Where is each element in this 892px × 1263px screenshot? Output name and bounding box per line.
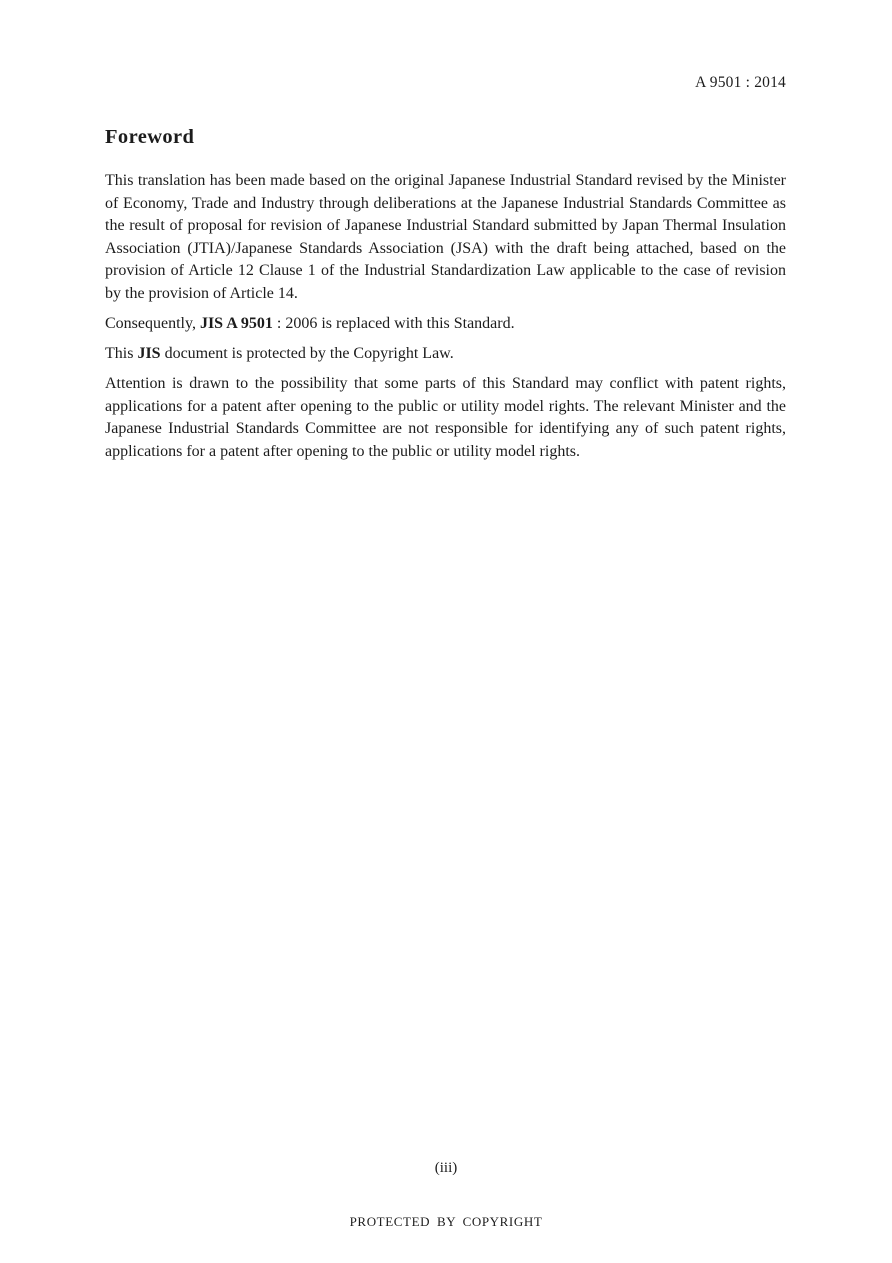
replaced-standard-code: JIS A 9501 xyxy=(199,315,273,333)
foreword-paragraph-copyright xyxy=(105,343,786,366)
foreword-paragraph-patent-notice: Attention is drawn to the possibility that some parts of this Standard may conflict with patent rights, applications for a patent after opening to the public or utility model rights. The relevant Minister and the Japanese Industrial Standards Committee are not responsible for identifying any of such patent rights, applications for a patent after opening to the public or utility model rights. xyxy=(105,375,786,461)
replacement-suffix: : 2006 is replaced with this Standard. xyxy=(272,315,515,333)
copyright-footer: PROTECTED BY COPYRIGHT xyxy=(349,1214,543,1229)
foreword-heading: Foreword xyxy=(105,126,195,148)
foreword-body xyxy=(105,170,786,471)
document-identifier: A 9501 : 2014 xyxy=(695,74,786,91)
copyright-suffix: document is protected by the Copyright Law. xyxy=(160,345,454,363)
foreword-paragraph-translation: This translation has been made based on the original Japanese Industrial Standard revised by the Minister of Economy, Trade and Industry through deliberations at the Japanese Industrial Standards Committee as the result of proposal for revision of Japanese Industrial Standard submitted by Japan Thermal Insulation Association (JTIA)/Japanese Standards Association (JSA) with the draft being attached, based on the provision of Article 12 Clause 1 of the Industrial Standardization Law applicable to the case of revision by the provision of Article 14. xyxy=(105,172,786,302)
jis-label: JIS xyxy=(137,345,161,363)
page-number: (iii) xyxy=(434,1160,458,1176)
copyright-prefix: This xyxy=(105,345,138,363)
replacement-prefix: Consequently, xyxy=(105,315,200,333)
foreword-paragraph-replacement xyxy=(105,313,786,336)
